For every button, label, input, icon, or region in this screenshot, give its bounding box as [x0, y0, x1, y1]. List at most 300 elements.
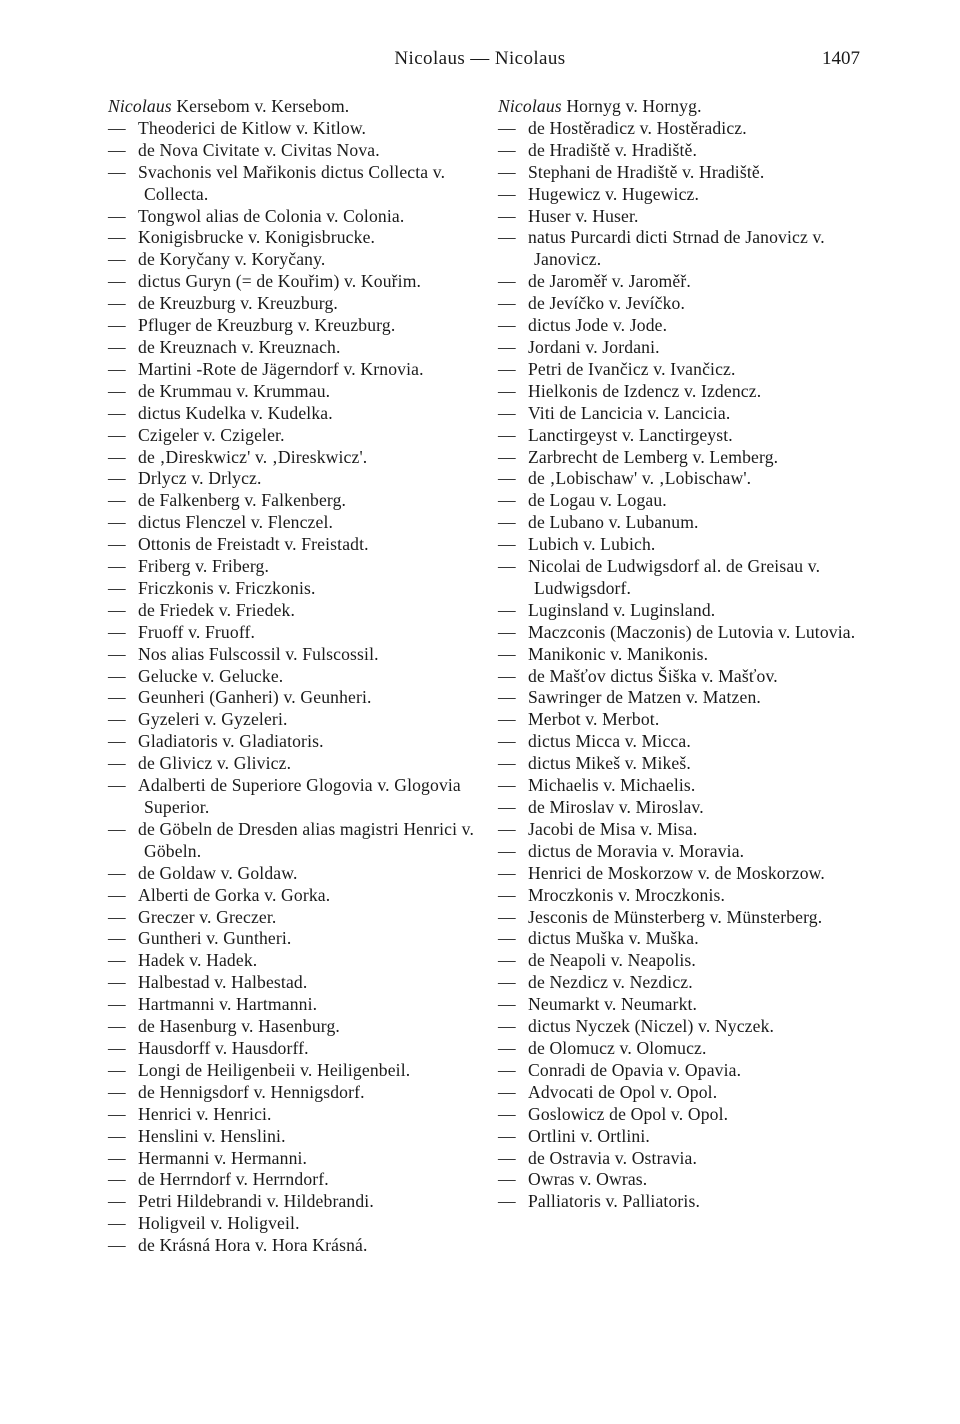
index-entry: [498, 1082, 876, 1104]
index-entry: [108, 731, 486, 753]
entry-text: de Koryčany v. Koryčany.: [138, 249, 326, 270]
entry-text: Lanctirgeyst v. Lanctirgeyst.: [528, 424, 733, 445]
entry-text: natus Purcardi dicti Strnad de Janovicz v. Janovicz.: [528, 227, 825, 270]
entry-dash: —: [498, 818, 516, 839]
entry-text: dictus Flenczel v. Flenczel.: [138, 512, 334, 533]
entry-dash: —: [498, 753, 516, 774]
entry-dash: —: [108, 775, 126, 796]
index-entry: [108, 490, 486, 512]
entry-dash: —: [498, 446, 516, 467]
entry-text: Henrici v. Henrici.: [138, 1103, 272, 1124]
entry-dash: —: [108, 862, 126, 883]
entry-dash: —: [108, 687, 126, 708]
index-entry: [108, 709, 486, 731]
index-entry: [498, 271, 876, 293]
index-entry: [498, 96, 876, 118]
index-entry: [108, 162, 486, 206]
index-entry: [498, 731, 876, 753]
index-entry: [108, 1060, 486, 1082]
entry-text: Nicolai de Ludwigsdorf al. de Greisau v. Ludwigsdorf.: [528, 556, 821, 598]
entry-dash: —: [498, 972, 516, 993]
index-entry: [108, 512, 486, 534]
entry-text: de Hennigsdorf v. Hennigsdorf.: [138, 1081, 365, 1102]
entry-dash: —: [108, 468, 126, 489]
entry-text: de Herrndorf v. Herrndorf.: [138, 1169, 329, 1190]
entry-dash: —: [498, 1169, 516, 1190]
entry-text: Henrici de Moskorzow v. de Moskorzow.: [528, 862, 825, 883]
entry-text: de Miroslav v. Miroslav.: [528, 797, 704, 817]
index-entry: [108, 972, 486, 994]
entry-dash: —: [108, 1191, 126, 1212]
entry-text: Theoderici de Kitlow v. Kitlow.: [138, 117, 367, 138]
index-column-left: [108, 96, 486, 1257]
entry-text: Zarbrecht de Lemberg v. Lemberg.: [528, 446, 779, 467]
entry-text: Geunheri (Ganheri) v. Geunheri.: [138, 687, 372, 708]
entry-dash: —: [498, 994, 516, 1015]
index-entry: [498, 972, 876, 994]
entry-dash: —: [498, 271, 516, 292]
entry-text: Henslini v. Henslini.: [138, 1125, 286, 1146]
entry-dash: —: [498, 1016, 516, 1037]
index-entry: [498, 687, 876, 709]
entry-dash: —: [108, 643, 126, 664]
entry-dash: —: [498, 709, 516, 730]
entry-text: Petri Hildebrandi v. Hildebrandi.: [138, 1191, 374, 1212]
entry-text: Fruoff v. Fruoff.: [138, 621, 256, 642]
entry-dash: —: [108, 972, 126, 993]
entry-text: de Nezdicz v. Nezdicz.: [528, 972, 693, 993]
entry-dash: —: [108, 556, 126, 577]
index-entry: [108, 1191, 486, 1213]
entry-dash: —: [108, 446, 126, 467]
index-entry: [498, 600, 876, 622]
index-entry: [498, 797, 876, 819]
entry-dash: —: [108, 1059, 126, 1080]
index-entry: [498, 1060, 876, 1082]
index-entry: [498, 994, 876, 1016]
index-entry: [108, 928, 486, 950]
entry-text: Friczkonis v. Friczkonis.: [138, 577, 316, 598]
index-entry: [108, 315, 486, 337]
entry-dash: —: [108, 731, 126, 752]
entry-text: Conradi de Opavia v. Opavia.: [528, 1059, 742, 1080]
entry-text: Gyzeleri v. Gyzeleri.: [138, 709, 288, 730]
entry-text: dictus Nyczek (Niczel) v. Nyczek.: [528, 1016, 775, 1037]
entry-text: Konigisbrucke v. Konigisbrucke.: [138, 227, 376, 248]
entry-text: de Lubano v. Lubanum.: [528, 512, 699, 533]
entry-dash: —: [498, 731, 516, 752]
entry-text: Maczconis (Maczonis) de Lutovia v. Lutovia.: [528, 621, 856, 642]
entry-text: de Neapoli v. Neapolis.: [528, 950, 696, 971]
entry-text: Gelucke v. Gelucke.: [138, 665, 284, 686]
index-entry: [498, 644, 876, 666]
entry-headword: Nicolaus: [108, 96, 172, 116]
entry-text: Hermanni v. Hermanni.: [138, 1147, 308, 1168]
index-entry: [498, 315, 876, 337]
entry-text: dictus Micca v. Micca.: [528, 731, 691, 752]
index-entry: [498, 1191, 876, 1213]
entry-text: Jacobi de Misa v. Misa.: [528, 818, 698, 839]
entry-text: de Kreuznach v. Kreuznach.: [138, 336, 341, 357]
index-entry: [108, 775, 486, 819]
entry-text: de Krummau v. Krummau.: [138, 380, 331, 401]
entry-text: Merbot v. Merbot.: [528, 709, 660, 730]
entry-text: de Glivicz v. Glivicz.: [138, 753, 292, 774]
index-entry: [108, 819, 486, 863]
entry-dash: —: [108, 227, 126, 248]
index-entry: [498, 928, 876, 950]
entry-text: dictus Muška v. Muška.: [528, 928, 699, 949]
index-entry: [498, 512, 876, 534]
entry-dash: —: [498, 380, 516, 401]
entry-dash: —: [108, 1169, 126, 1190]
index-entry: [498, 885, 876, 907]
index-entry: [108, 425, 486, 447]
entry-text: dictus Mikeš v. Mikeš.: [528, 753, 691, 774]
index-entry: [498, 293, 876, 315]
entry-text: Tongwol alias de Colonia v. Colonia.: [138, 205, 405, 226]
entry-dash: —: [498, 556, 516, 577]
entry-text: Advocati de Opol v. Opol.: [528, 1081, 718, 1102]
entry-text: Huser v. Huser.: [528, 205, 639, 226]
index-entry: [498, 907, 876, 929]
entry-dash: —: [498, 797, 516, 817]
index-entry: [108, 994, 486, 1016]
entry-dash: —: [498, 950, 516, 971]
entry-text: Holigveil v. Holigveil.: [138, 1213, 300, 1234]
index-entry: [498, 359, 876, 381]
page-header: [0, 48, 960, 76]
entry-text: de Krásná Hora v. Hora Krásná.: [138, 1235, 368, 1256]
entry-text: Jesconis de Münsterberg v. Münsterberg.: [528, 906, 823, 927]
entry-dash: —: [108, 1125, 126, 1146]
entry-text: de Friedek v. Friedek.: [138, 599, 296, 620]
index-entry: [108, 118, 486, 140]
entry-dash: —: [108, 1147, 126, 1168]
entry-dash: —: [498, 621, 516, 642]
index-entry: [108, 753, 486, 775]
index-entry: [108, 622, 486, 644]
entry-text: Sawringer de Matzen v. Matzen.: [528, 687, 761, 708]
index-entry: [108, 666, 486, 688]
index-entry: [498, 622, 876, 644]
entry-text: Nos alias Fulscossil v. Fulscossil.: [138, 643, 379, 664]
index-entry: [498, 184, 876, 206]
entry-dash: —: [498, 599, 516, 620]
index-entry: [108, 1235, 486, 1257]
index-entry: [498, 819, 876, 841]
entry-dash: —: [498, 1103, 516, 1124]
index-entry: [498, 775, 876, 797]
index-entry: [108, 337, 486, 359]
index-entry: [108, 1148, 486, 1170]
index-entry: [108, 249, 486, 271]
entry-dash: —: [108, 1037, 126, 1058]
entry-text: Goslowicz de Opol v. Opol.: [528, 1103, 729, 1124]
entry-dash: —: [108, 950, 126, 971]
entry-text: Hartmanni v. Hartmanni.: [138, 994, 318, 1015]
entry-dash: —: [498, 1059, 516, 1080]
index-entry: [498, 490, 876, 512]
entry-text: Czigeler v. Czigeler.: [138, 424, 285, 445]
index-entry: [498, 709, 876, 731]
entry-dash: —: [108, 293, 126, 314]
entry-text: Halbestad v. Halbestad.: [138, 972, 308, 993]
entry-dash: —: [498, 468, 516, 489]
index-entry: [498, 206, 876, 228]
entry-text: Gladiatoris v. Gladiatoris.: [138, 731, 324, 752]
entry-text: dictus Guryn (= de Kouřim) v. Kouřim.: [138, 271, 422, 292]
index-entry: [108, 556, 486, 578]
index-entry: [108, 1213, 486, 1235]
entry-text: dictus de Moravia v. Moravia.: [528, 840, 745, 861]
running-title: Nicolaus — Nicolaus: [394, 48, 566, 69]
entry-dash: —: [108, 994, 126, 1015]
index-entry: [498, 556, 876, 600]
entry-text: Ottonis de Freistadt v. Freistadt.: [138, 534, 369, 555]
index-entry: [498, 403, 876, 425]
entry-text: Svachonis vel Mařikonis dictus Collecta v. Collecta.: [138, 161, 446, 204]
entry-dash: —: [498, 139, 516, 160]
index-entry: [108, 359, 486, 381]
entry-dash: —: [108, 1213, 126, 1234]
index-entry: [498, 140, 876, 162]
entry-dash: —: [498, 665, 516, 686]
entry-dash: —: [108, 424, 126, 445]
index-entry: [498, 1126, 876, 1148]
entry-dash: —: [108, 534, 126, 555]
index-entry: [498, 118, 876, 140]
entry-dash: —: [108, 599, 126, 620]
entry-text: Luginsland v. Luginsland.: [528, 599, 716, 620]
entry-dash: —: [108, 402, 126, 423]
entry-text: de Jaroměř v. Jaroměř.: [528, 271, 691, 292]
index-entry: [498, 425, 876, 447]
index-entry: [498, 950, 876, 972]
entry-dash: —: [108, 665, 126, 686]
entry-dash: —: [498, 512, 516, 533]
entry-text: Hornyg v. Hornyg.: [561, 96, 702, 116]
index-entry: [108, 206, 486, 228]
entry-text: Hausdorff v. Hausdorff.: [138, 1037, 309, 1058]
entry-text: Stephani de Hradiště v. Hradiště.: [528, 161, 765, 182]
entry-text: Hugewicz v. Hugewicz.: [528, 183, 700, 204]
entry-text: de Ostravia v. Ostravia.: [528, 1147, 698, 1168]
index-entry: [108, 1169, 486, 1191]
entry-text: de Hasenburg v. Hasenburg.: [138, 1016, 340, 1037]
entry-text: Martini -Rote de Jägerndorf v. Krnovia.: [138, 358, 424, 379]
entry-text: de Mašťov dictus Šiška v. Mašťov.: [528, 665, 778, 686]
entry-dash: —: [498, 928, 516, 949]
entry-dash: —: [108, 709, 126, 730]
page-number: 1407: [822, 48, 860, 69]
entry-dash: —: [498, 205, 516, 226]
entry-text: de Kreuzburg v. Kreuzburg.: [138, 293, 338, 314]
entry-dash: —: [108, 906, 126, 927]
entry-dash: —: [498, 906, 516, 927]
entry-text: Lubich v. Lubich.: [528, 534, 656, 555]
index-entry: [108, 1082, 486, 1104]
entry-text: Pfluger de Kreuzburg v. Kreuzburg.: [138, 315, 396, 336]
entry-text: Jordani v. Jordani.: [528, 336, 660, 357]
entry-dash: —: [498, 643, 516, 664]
index-entry: [498, 753, 876, 775]
entry-text: de Olomucz v. Olomucz.: [528, 1037, 707, 1058]
index-entry: [108, 687, 486, 709]
entry-text: Owras v. Owras.: [528, 1169, 648, 1190]
entry-dash: —: [498, 775, 516, 796]
entry-text: Guntheri v. Guntheri.: [138, 928, 292, 949]
index-entry: [498, 381, 876, 403]
index-entry: [498, 1148, 876, 1170]
index-entry: [108, 885, 486, 907]
index-entry: [108, 1016, 486, 1038]
entry-dash: —: [108, 818, 126, 839]
entry-dash: —: [108, 753, 126, 774]
index-entry: [108, 96, 486, 118]
index-entry: [498, 162, 876, 184]
entry-dash: —: [498, 161, 516, 182]
index-entry: [108, 863, 486, 885]
index-entry: [108, 1126, 486, 1148]
entry-dash: —: [498, 315, 516, 336]
entry-dash: —: [498, 1037, 516, 1058]
entry-dash: —: [498, 884, 516, 905]
entry-text: Michaelis v. Michaelis.: [528, 775, 696, 796]
entry-dash: —: [498, 687, 516, 708]
entry-dash: —: [108, 358, 126, 379]
entry-dash: —: [108, 249, 126, 270]
index-entry: [498, 666, 876, 688]
entry-dash: —: [498, 1125, 516, 1146]
entry-text: Kersebom v. Kersebom.: [171, 96, 350, 116]
index-entry: [108, 644, 486, 666]
entry-dash: —: [108, 512, 126, 533]
entry-text: de Falkenberg v. Falkenberg.: [138, 490, 347, 511]
entry-dash: —: [108, 336, 126, 357]
index-entry: [108, 403, 486, 425]
index-entry: [498, 1104, 876, 1126]
entry-dash: —: [498, 862, 516, 883]
entry-dash: —: [498, 402, 516, 423]
entry-dash: —: [108, 271, 126, 292]
index-entry: [108, 227, 486, 249]
index-entry: [108, 447, 486, 469]
entry-dash: —: [498, 424, 516, 445]
index-entry: [498, 534, 876, 556]
entry-text: Neumarkt v. Neumarkt.: [528, 994, 698, 1015]
index-entry: [108, 293, 486, 315]
index-column-right: [498, 96, 876, 1213]
entry-text: dictus Kudelka v. Kudelka.: [138, 402, 333, 423]
entry-dash: —: [108, 1103, 126, 1124]
entry-dash: —: [498, 358, 516, 379]
index-entry: [108, 907, 486, 929]
entry-dash: —: [498, 1191, 516, 1212]
index-entry: [108, 1104, 486, 1126]
index-entry: [498, 227, 876, 271]
index-entry: [108, 1038, 486, 1060]
entry-text: Friberg v. Friberg.: [138, 556, 270, 577]
entry-text: Mroczkonis v. Mroczkonis.: [528, 884, 726, 905]
index-entry: [108, 600, 486, 622]
entry-text: de Hostěradicz v. Hostěradicz.: [528, 117, 747, 138]
entry-dash: —: [498, 293, 516, 314]
entry-text: de ‚Direskwicz' v. ‚Direskwicz'.: [138, 446, 368, 467]
index-entry: [498, 1016, 876, 1038]
entry-text: de Göbeln de Dresden alias magistri Henrici v. Göbeln.: [138, 818, 475, 861]
entry-dash: —: [108, 490, 126, 511]
entry-dash: —: [498, 117, 516, 138]
entry-text: Hielkonis de Izdencz v. Izdencz.: [528, 380, 762, 401]
entry-text: de Nova Civitate v. Civitas Nova.: [138, 139, 380, 160]
index-entry: [498, 447, 876, 469]
entry-text: Manikonic v. Manikonis.: [528, 643, 709, 664]
entry-text: de ‚Lobischaw' v. ‚Lobischaw'.: [528, 468, 752, 489]
entry-text: Hadek v. Hadek.: [138, 950, 258, 971]
entry-dash: —: [108, 928, 126, 949]
entry-dash: —: [108, 1081, 126, 1102]
entry-text: Palliatoris v. Palliatoris.: [528, 1191, 700, 1212]
entry-dash: —: [498, 183, 516, 204]
entry-text: de Jevíčko v. Jevíčko.: [528, 293, 686, 314]
index-entry: [108, 271, 486, 293]
entry-text: Viti de Lancicia v. Lancicia.: [528, 402, 731, 423]
entry-dash: —: [108, 1016, 126, 1037]
entry-dash: —: [108, 884, 126, 905]
entry-text: dictus Jode v. Jode.: [528, 315, 668, 336]
entry-text: de Goldaw v. Goldaw.: [138, 862, 298, 883]
entry-text: Greczer v. Greczer.: [138, 906, 277, 927]
entry-text: Ortlini v. Ortlini.: [528, 1125, 650, 1146]
entry-dash: —: [498, 227, 516, 248]
index-entry: [108, 950, 486, 972]
entry-dash: —: [108, 139, 126, 160]
entry-dash: —: [108, 161, 126, 182]
entry-dash: —: [498, 336, 516, 357]
entry-dash: —: [108, 315, 126, 336]
entry-dash: —: [498, 490, 516, 511]
entry-text: Longi de Heiligenbeii v. Heiligenbeil.: [138, 1059, 411, 1080]
index-entry: [498, 337, 876, 359]
entry-dash: —: [108, 621, 126, 642]
entry-headword: Nicolaus: [498, 96, 562, 116]
index-entry: [498, 863, 876, 885]
entry-dash: —: [108, 117, 126, 138]
entry-text: de Hradiště v. Hradiště.: [528, 139, 698, 160]
entry-dash: —: [498, 534, 516, 555]
index-entry: [108, 468, 486, 490]
entry-text: Alberti de Gorka v. Gorka.: [138, 884, 331, 905]
entry-text: de Logau v. Logau.: [528, 490, 667, 511]
index-entry: [498, 841, 876, 863]
entry-text: Adalberti de Superiore Glogovia v. Glogovia Superior.: [138, 775, 461, 817]
index-entry: [498, 1169, 876, 1191]
index-entry: [498, 468, 876, 490]
entry-text: Petri de Ivančicz v. Ivančicz.: [528, 358, 736, 379]
index-entry: [108, 578, 486, 600]
entry-dash: —: [108, 577, 126, 598]
index-entry: [498, 1038, 876, 1060]
entry-text: Drlycz v. Drlycz.: [138, 468, 262, 489]
entry-dash: —: [498, 1081, 516, 1102]
entry-dash: —: [108, 380, 126, 401]
entry-dash: —: [108, 205, 126, 226]
entry-dash: —: [108, 1235, 126, 1256]
index-entry: [108, 140, 486, 162]
entry-dash: —: [498, 840, 516, 861]
index-entry: [108, 534, 486, 556]
